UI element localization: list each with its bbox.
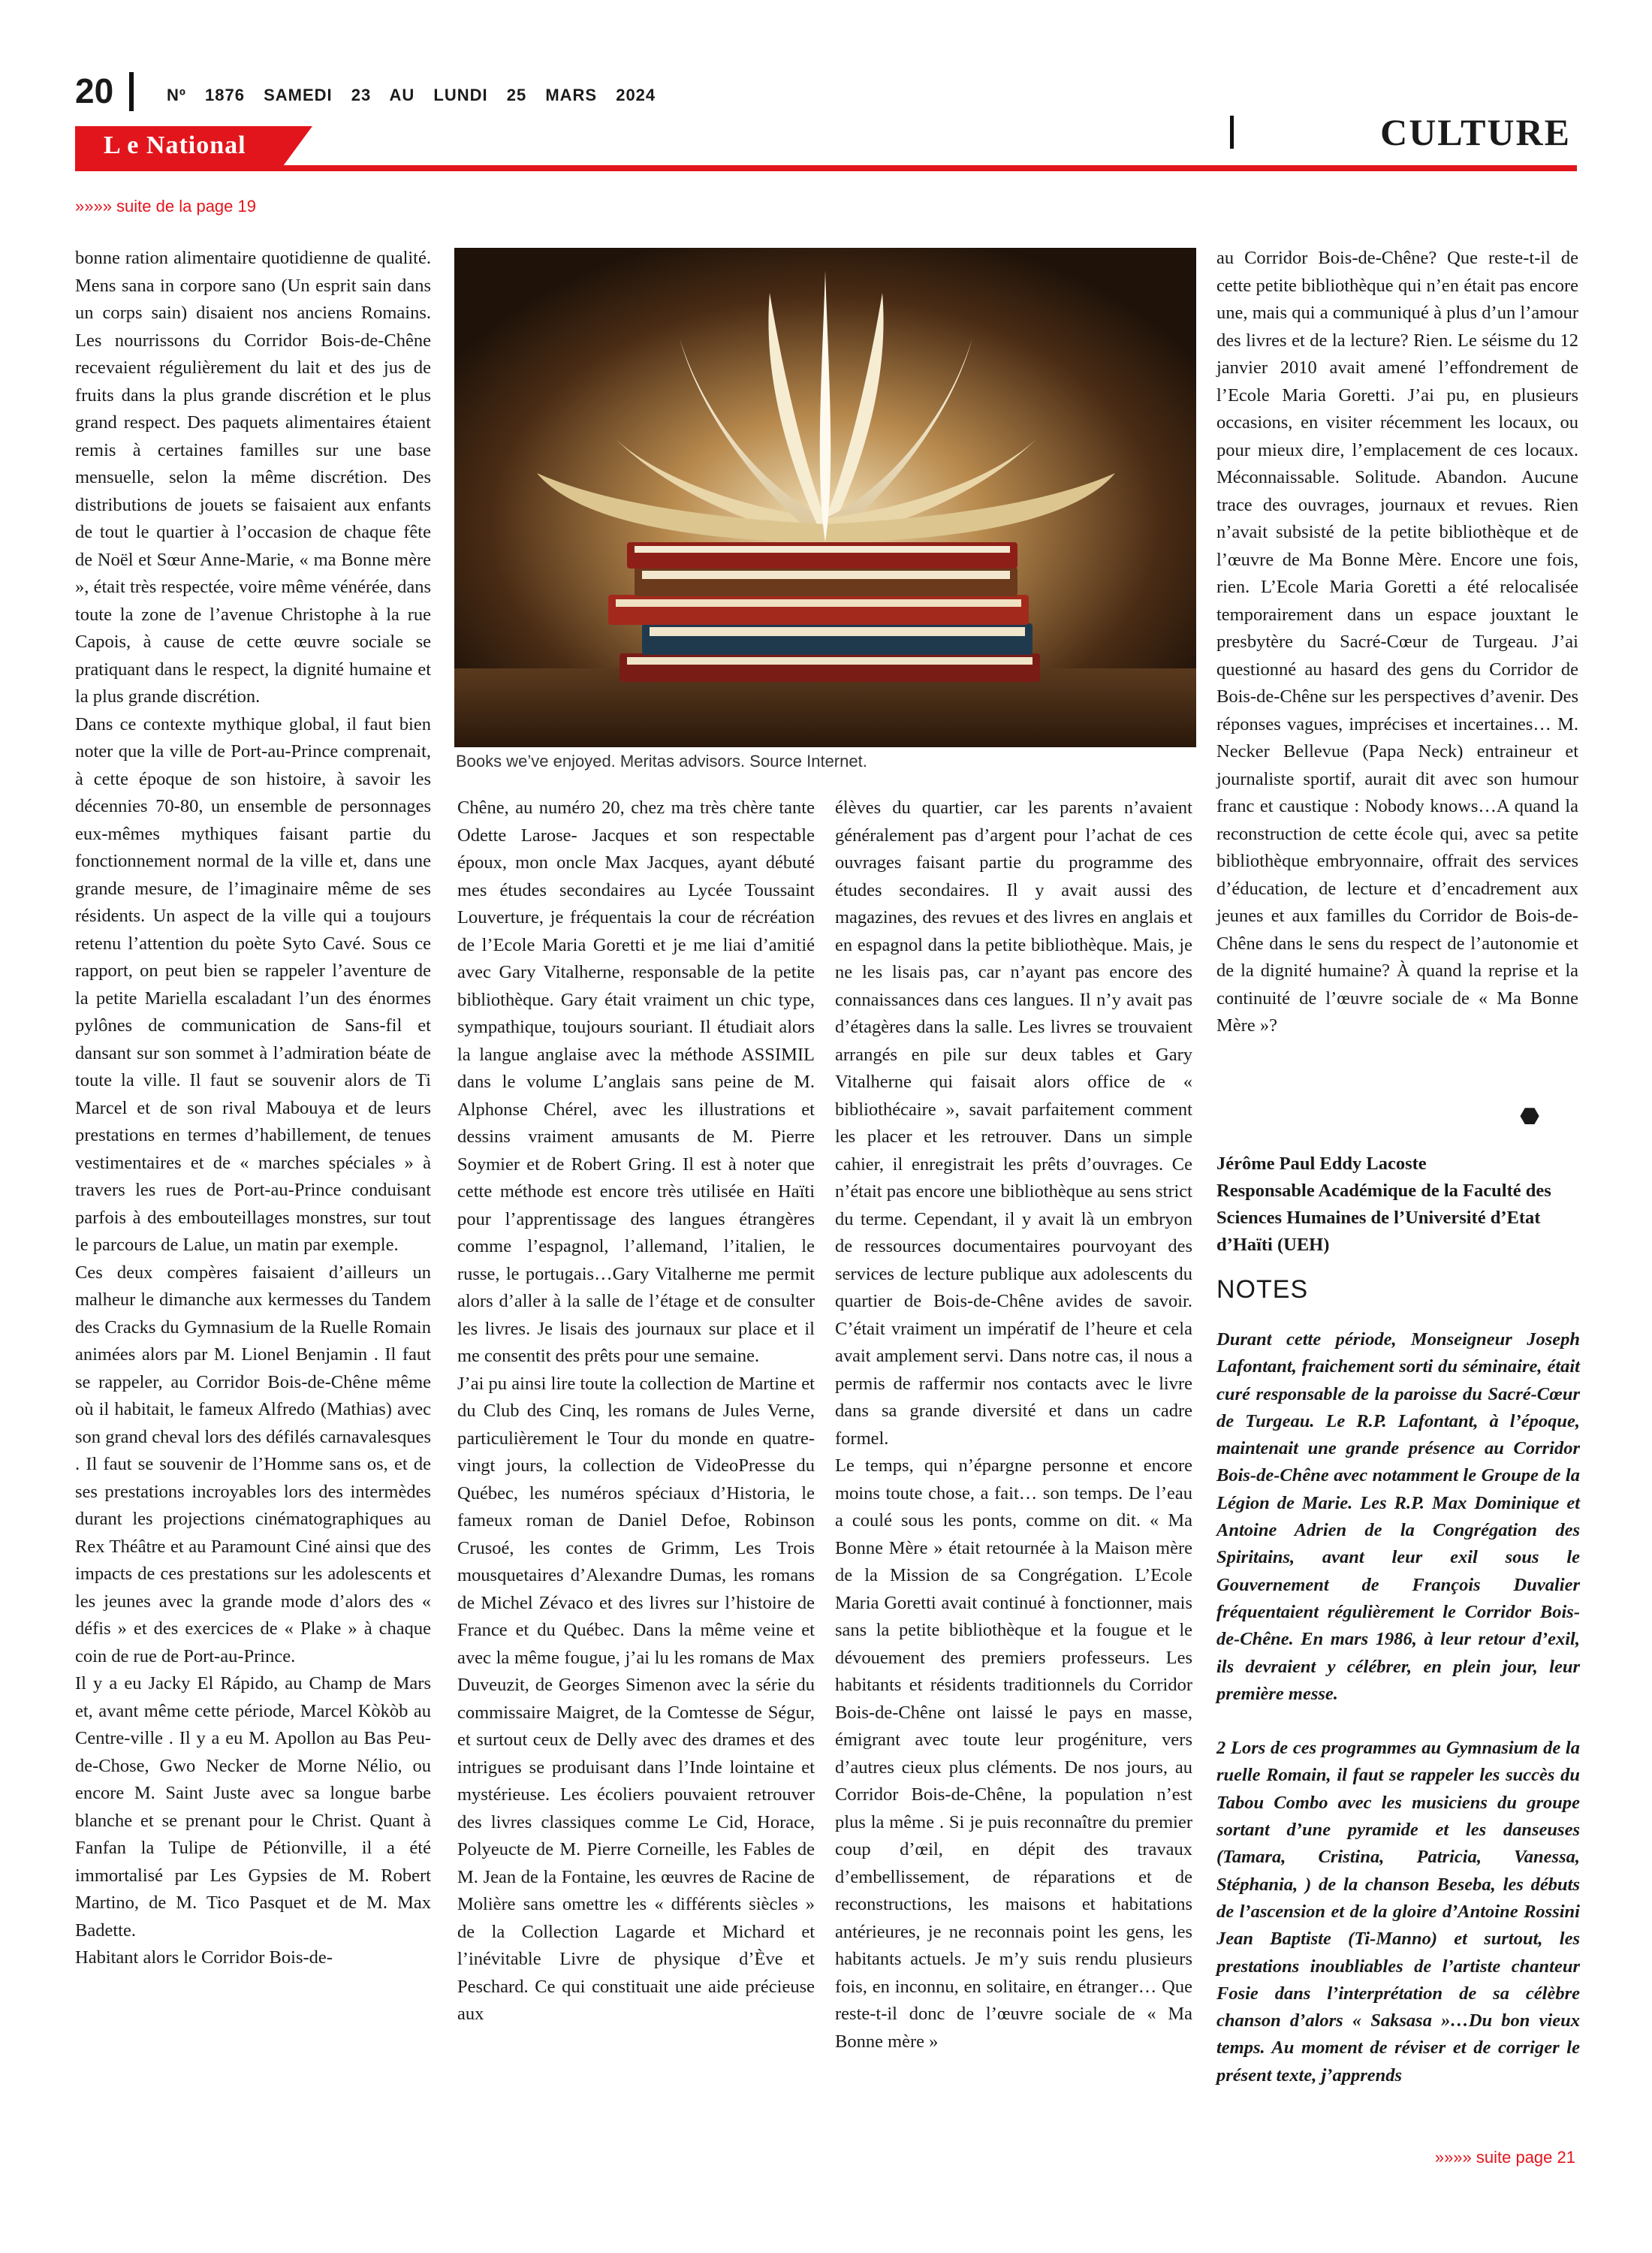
article-paragraph: Dans ce contexte mythique global, il faut bien noter que la ville de Port-au-Prince comprenait, à cette époque de son histoire, à savoir les décennies 70-80, un ensemble de personnages eux-mêmes mythiques faisant partie du fonctionnement normal de la ville et, dans une grande mesure, de l’imaginaire même de ses résidents. Un aspect de la ville qui a toujours retenu l’attention du poète Syto Cavé. Sous ce rapport, on peut bien se rappeler l’aventure de la petite Mariella escaladant l’un des énormes pylônes de communication de Sans-fil et dansant sur son sommet à l’admiration béate de toute la ville. Il faut se souvenir alors de Ti Marcel et de son rival Mabouya et de leurs prestations en termes d’habillement, de tenues vestimentaires et de « marches spéciales » à travers les rues de Port-au-Prince conduisant parfois à des embouteillages monstres, sur tout le parcours de Lalue, un matin par exemple. <box>75 713 431 1255</box>
article-column-4 <box>1216 245 1578 1146</box>
continued-from-link[interactable]: »»»» suite de la page 19 <box>75 197 256 216</box>
notes-body <box>1216 1326 1580 2089</box>
photo-caption: Books we’ve enjoyed. Meritas advisors. Source Internet. <box>456 752 867 771</box>
author-name: Jérôme Paul Eddy Lacoste <box>1216 1154 1427 1174</box>
article-paragraph: au Corridor Bois-de-Chêne? Que reste-t-il de cette petite bibliothèque qui n’en était pas encore une, mais qui a communiqué à plus d’un l’amour des livres et de la lecture? Rien. Le séisme du 12 janvier 2010 avait amené l’effondrement de l’Ecole Maria Goretti. J’ai pu, en plusieurs occasions, en visiter récemment les locaux, ou pour mieux dire, l’emplacement de ces locaux. Méconnaissable. Solitude. Abandon. Aucune trace des ouvrages, journaux et revues. Rien n’avait subsisté de la petite bibliothèque et de l’œuvre de Ma Bonne Mère. Encore une fois, rien. L’Ecole Maria Goretti a été relocalisée temporairement dans un espace jouxtant le presbytère du Sacré-Cœur de Turgeau. J’ai questionné au hasard des gens du Corridor de Bois-de-Chêne sur les perspectives d’avenir. Des réponses vagues, imprécises et incertaines… M. Necker Bellevue (Papa Neck) entraineur et journaliste sportif, aurait dit avec son humour franc et caustique : Nobody knows…A quand la reconstruction de cette école qui, avec sa petite bibliothèque embryonnaire, offrait des services d’éducation, de lecture et d’encadrement aux jeunes et aux familles du Corridor de Bois-de-Chêne dans le sens du respect de l’autonomie et de la dignité humaine? À quand la reprise et la continuité de l’œuvre sociale de « Ma Bonne Mère »? <box>1216 248 1578 1036</box>
article-paragraph: bonne ration alimentaire quotidienne de qualité. Mens sana in corpore sano (Un esprit sain dans un corps sain) disaient nos anciens Romains. Les nourrissons du Corridor Bois-de-Chêne recevaient régulièrement du lait et des jus de fruits dans la plus grande discrétion et le plus grand respect. Des paquets alimentaires étaient remis à certaines familles sur une base mensuelle, selon la même discrétion. Des distributions de jouets se faisaient aux enfants de tout le quartier à l’occasion de chaque fête de Noël et Sœur Anne-Marie, « ma Bonne mère », était très respectée, voire même vénérée, dans toute la zone de l’avenue Christophe à la rue Capois, à cause de cette œuvre sociale se pratiquant dans le respect, la dignité humaine et la plus grande discrétion. <box>75 248 431 707</box>
article-paragraph: Ces deux compères faisaient d’ailleurs un malheur le dimanche aux kermesses du Tandem des Cracks du Gymnasium de la Ruelle Romain animées alors par M. Lionel Benjamin . Il faut se rappeler, au Corridor Bois-de-Chêne même où il habitait, le fameux Alfredo (Mathias) avec son grand cheval lors des défilés carnavalesques . Il faut se souvenir de l’Homme sans os, et de ses prestations incroyables lors des intermèdes durant les projections cinématographiques au Rex Théâtre et au Paramount Ciné ainsi que des impacts de ces prestations sur les adolescents et les jeunes avec la grande mode d’alors des « défis » et des exercices de « Plake » à chaque coin de rue de Port-au-Prince. <box>75 1262 431 1666</box>
section-divider <box>1230 116 1234 149</box>
section-title: CULTURE <box>1380 111 1571 153</box>
books-photo <box>454 248 1196 747</box>
article-paragraph: Chêne, au numéro 20, chez ma très chère tante Odette Larose- Jacques et son respectable époux, mon oncle Max Jacques, ayant débuté mes études secondaires au Lycée Toussaint Louverture, je fréquentais la cour de récréation de l’Ecole Maria Goretti et je me liai d’amitié avec Gary Vitalherne, responsable de la petite bibliothèque. Gary était vraiment un chic type, sympathique, toujours souriant. Il étudiait alors la langue anglaise avec la méthode ASSIMIL dans le volume L’anglais sans peine de M. Alphonse Chérel, avec les illustrations et dessins vraiment amusants de M. Pierre Soymier et de Robert Gring. Il est à noter que cette méthode est encore très utilisée en Haïti pour l’apprentissage des langues étrangères comme l’espagnol, l’allemand, l’italien, le russe, le portugais…Gary Vitalherne me permit alors d’aller à la salle de l’étage et de consulter les livres. Je lisais des journaux sur place et il me consentit des prêts pour une semaine. <box>457 798 815 1366</box>
article-paragraph: Le temps, qui n’épargne personne et encore moins toute chose, a fait… son temps. De l’eau a coulé sous les ponts, comme on dit. « Ma Bonne Mère » était retournée à la Maison mère de la Mission de sa Congrégation. L’Ecole Maria Goretti avait continué à fonctionner, mais sans la petite bibliothèque et la fougue et le dévouement des premiers professeurs. Les habitants et résidents traditionnels du Corridor Bois-de-Chêne ont laissé le pays en masse, émigrant avec toute leur progéniture, vers d’autres cieux plus cléments. De nos jours, au Corridor Bois-de-Chêne, la population n’est plus la même . Si je puis reconnaître du premier coup d’œil, en dépit des travaux d’embellissement, de réparations et de reconstructions, les maisons et habitations antérieures, je ne reconnais point les gens, les habitants actuels. Je m’y suis rendu plusieurs fois, en inconnu, en solitaire, en étranger… Que reste-t-il donc de l’œuvre sociale de « Ma Bonne mère » <box>835 1455 1192 2052</box>
continued-to-link[interactable]: »»»» suite page 21 <box>1434 2148 1575 2167</box>
article-paragraph: J’ai pu ainsi lire toute la collection de Martine et du Club des Cinq, les romans de Jules Verne, particulièrement le Tour du monde en quatre-vingt jours, la collection de VideoPresse du Québec, les numéros spéciaux d’Historia, le fameux roman de Daniel Defoe, Robinson Crusoé, les contes de Grimm, Les Trois mousquetaires d’Alexandre Dumas, les romans de Michel Zévaco et des livres sur l’histoire de France et du Québec. Dans la même veine et avec la même fougue, j’ai lu les romans de Max Duveuzit, de Georges Simenon avec la série du commissaire Maigret, de la Comtesse de Ségur, et surtout ceux de Delly avec des drames et des intrigues se produisant dans l’Inde lointaine et mystérieuse. Les écoliers pouvaient retrouver des livres classiques comme Le Cid, Horace, Polyeucte de M. Pierre Corneille, les Fables de M. Jean de la Fontaine, les œuvres de Racine de Molière sans omettre les « différents siècles » de la Collection Lagarde et Michard et l’inévitable Livre de physique d’Ève et Peschard. Ce qui constituait une aide précieuse aux <box>457 1373 815 2024</box>
author-signature <box>1216 1151 1578 1259</box>
article-column-1 <box>75 245 431 2170</box>
article-paragraph: élèves du quartier, car les parents n’avaient généralement pas d’argent pour l’achat de ces ouvrages faisant partie du programme des études secondaires. Il y avait aussi des magazines, des revues et des livres en anglais et en espagnol dans la petite bibliothèque. Mais, je ne les lisais pas, car n’ayant pas encore des connaissances dans ces langues. Il n’y avait pas d’étagères dans la salle. Les livres se trouvaient arrangés en pile sur deux tables et Gary Vitalherne qui faisait alors office de « bibliothécaire », savait parfaitement comment les placer et les retrouver. Dans un simple cahier, il enregistrait les prêts d’ouvrages. Ce n’était pas encore une bibliothèque au sens strict du terme. Cependant, il y avait là un embryon de ressources documentaires pourvoyant des services de lecture publique aux adolescents du quartier de Bois-de-Chêne avides de savoir. C’était vraiment un impératif de l’heure et cela avait amplement servi. Dans notre cas, il nous a permis de raffermir nos contacts avec le livre dans sa grande diversité et dans un cadre formel. <box>835 798 1192 1449</box>
page-number-divider <box>129 72 134 111</box>
article-end-mark-icon: ⬣ <box>1520 1104 1540 1129</box>
note-item: Durant cette période, Monseigneur Joseph Lafontant, fraichement sorti du séminaire, était curé responsable de la paroisse du Sacré-Cœur de Turgeau. Le R.P. Lafontant, à l’époque, maintenait une grande présence au Corridor Bois-de-Chêne avec notamment le Groupe de la Légion de Marie. Les R.P. Max Dominique et Antoine Adrien de la Congrégation des Spiritains, avant leur exil sous le Gouvernement de François Duvalier fréquentaient régulièrement le Corridor Bois-de-Chêne. En mars 1986, à leur retour d’exil, ils devraient y célébrer, en plein jour, leur première messe. <box>1216 1329 1580 1704</box>
page-number: 20 <box>75 71 114 110</box>
header-red-rule <box>75 165 1577 171</box>
note-item: 2 Lors de ces programmes au Gymnasium de la ruelle Romain, il faut se rappeler les succès du Tabou Combo avec les musiciens du groupe sortant d’une pyramide et les danseuses (Tamara, Cristina, Patricia, Vanessa, Stéphania, ) de la chanson Beseba, les débuts de l’ascension et de la gloire d’Antoine Rossini Jean Baptiste (Ti-Manno) et surtout, les prestations inoubliables de l’artiste chanteur Fosie dans l’interprétation de sa célèbre chanson d’alors « Saksasa »…Du bon vieux temps. Au moment de réviser et de corriger le présent texte, j’apprends <box>1216 1738 1580 2086</box>
article-column-3 <box>835 795 1192 2169</box>
article-paragraph: Habitant alors le Corridor Bois-de- <box>75 1947 333 1968</box>
notes-heading: NOTES <box>1216 1275 1309 1304</box>
newspaper-brand: L e National <box>104 131 246 159</box>
issue-date-line: Nº 1876 SAMEDI 23 AU LUNDI 25 MARS 2024 <box>167 86 656 104</box>
article-column-2 <box>457 795 815 2169</box>
author-title: Responsable Académique de la Faculté des Sciences Humaines de l’Université d’Etat d’Haïti (UEH) <box>1216 1181 1551 1255</box>
article-paragraph: Il y a eu Jacky El Rápido, au Champ de Mars et, avant même cette période, Marcel Kòkòb au Centre-ville . Il y a eu M. Apollon au Bas Peu-de-Chose, Gwo Necker de Morne Nélio, ou encore M. Saint Juste avec sa longue barbe blanche et se prenant pour le Christ. Quant à Fanfan la Tulipe de Pétionville, il a été immortalisé par Les Gypsies de M. Robert Martino, de M. Tico Pasquet et de M. Max Badette. <box>75 1673 431 1941</box>
